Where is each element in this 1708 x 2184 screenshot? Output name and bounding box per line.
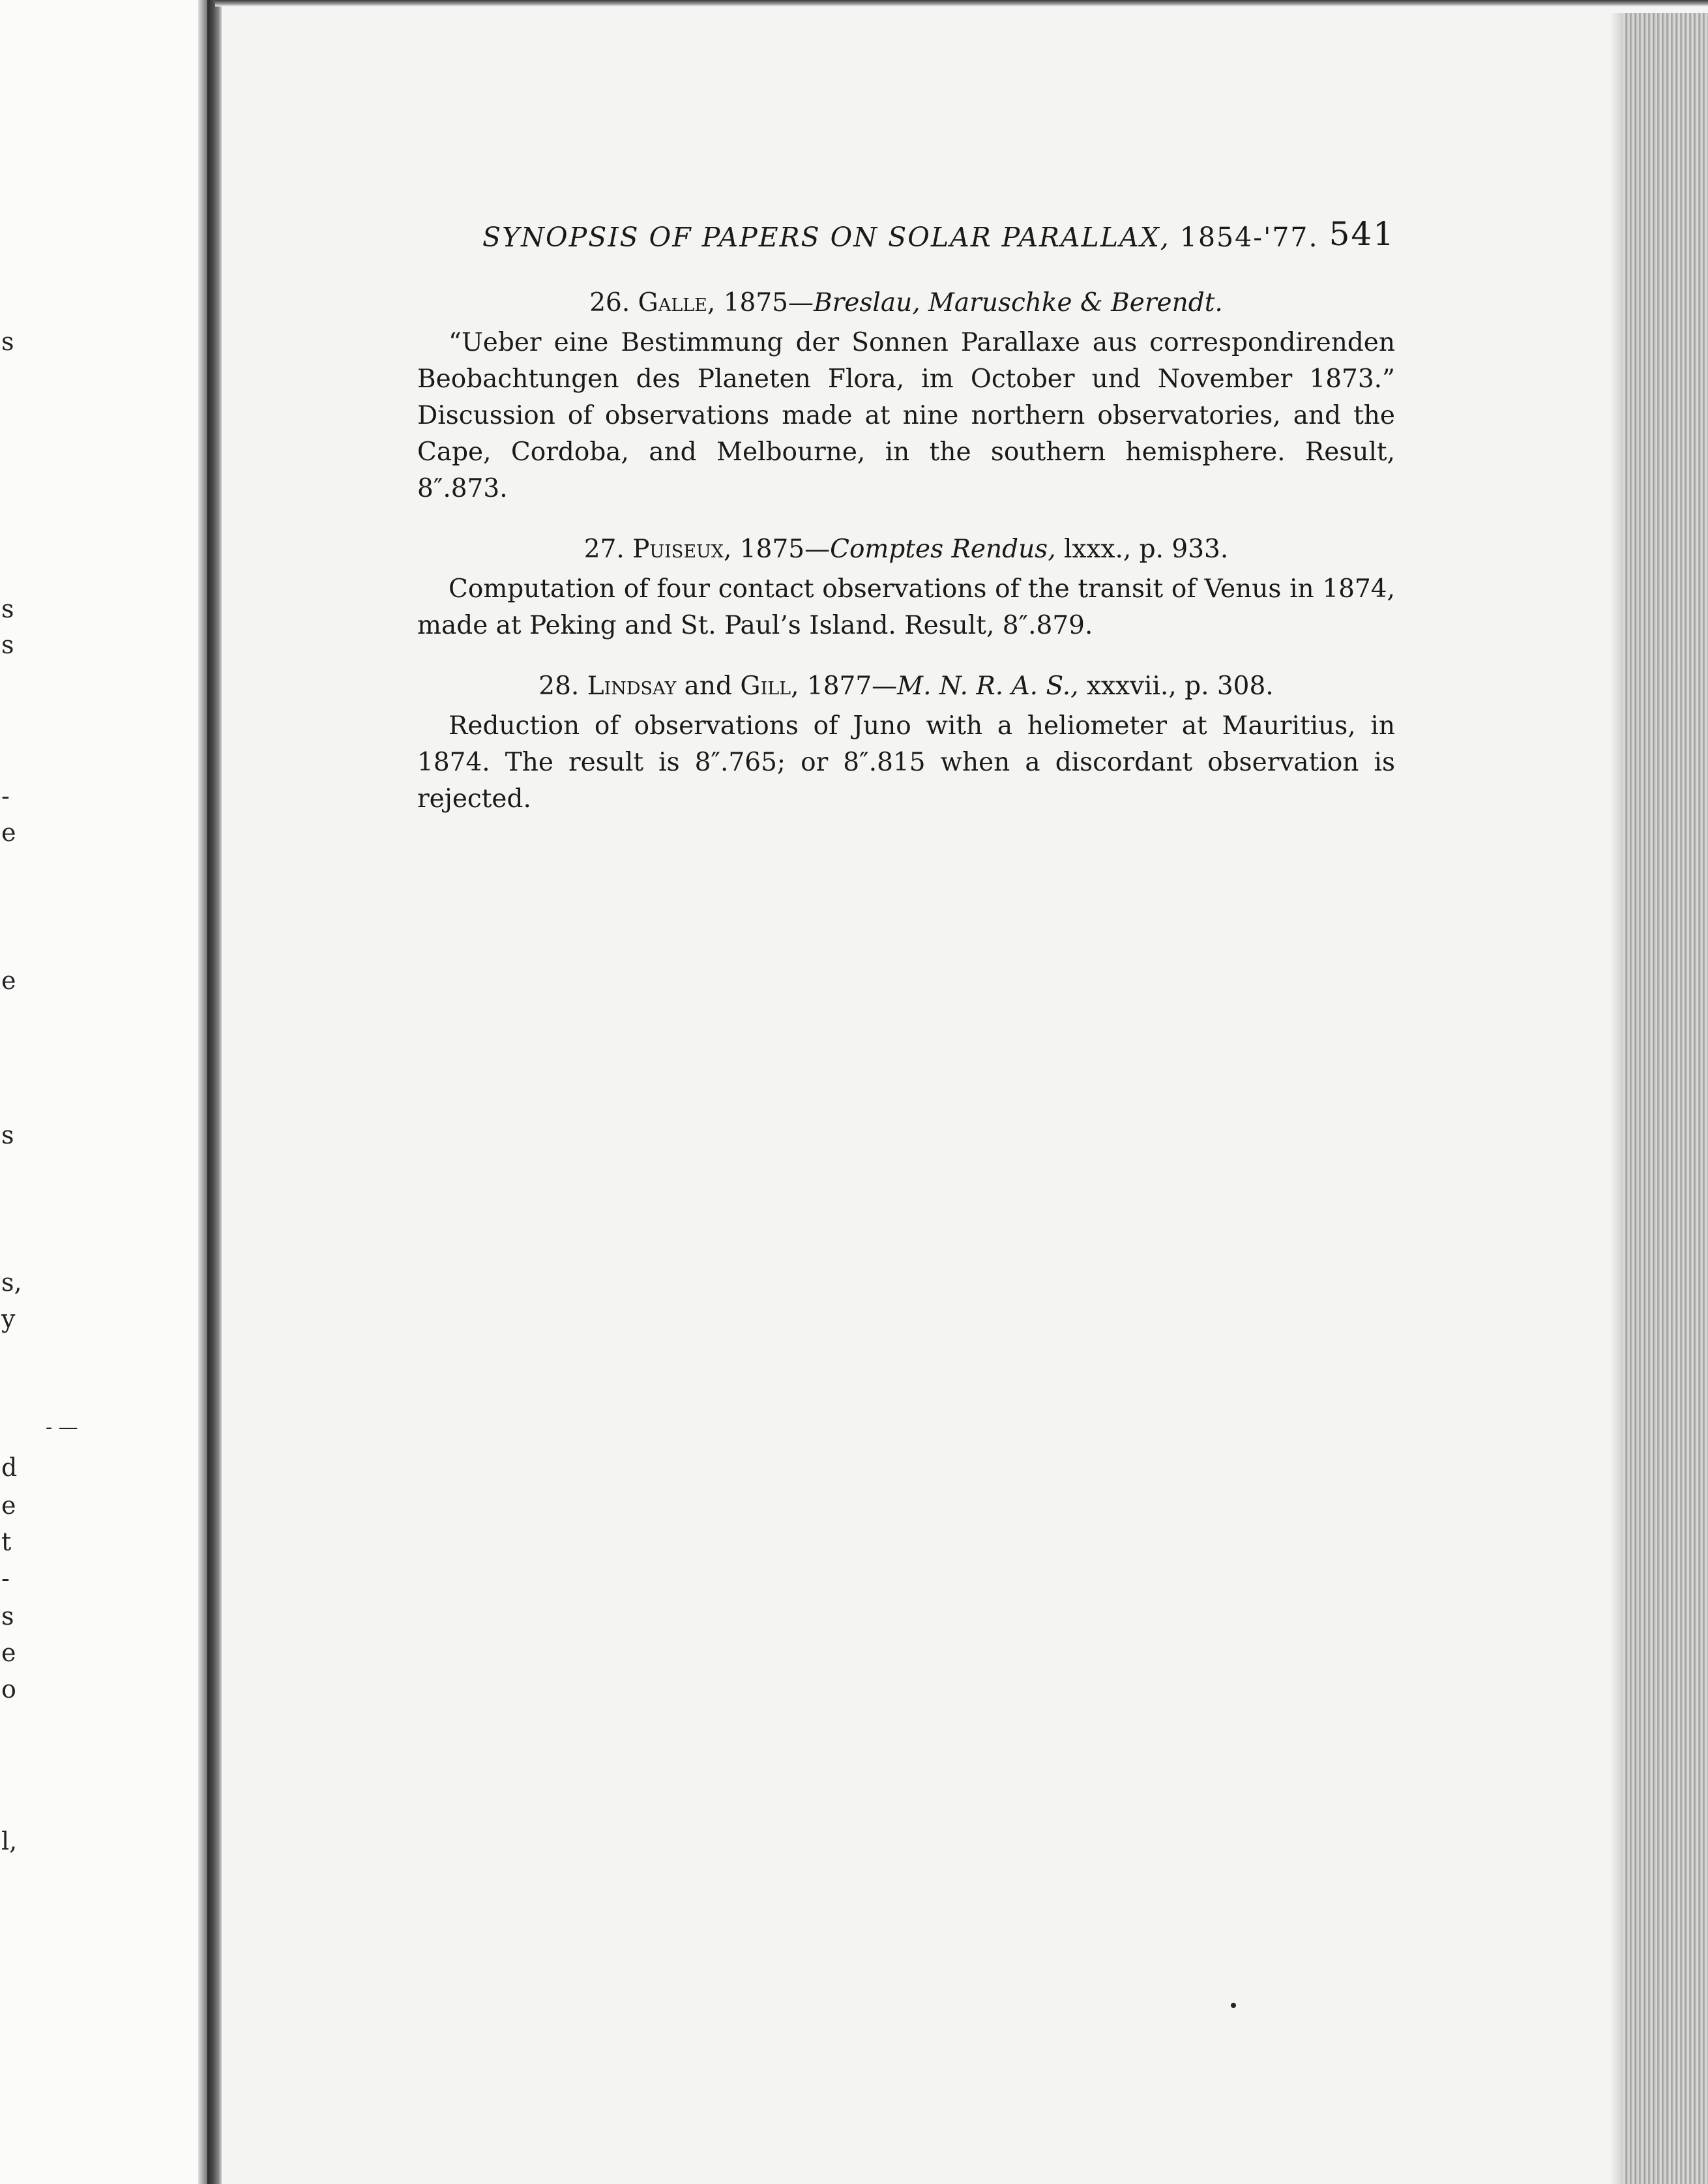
book-gutter [207, 0, 222, 2184]
entry-number: 27. [583, 535, 625, 564]
entry-author-2: Gill, [740, 671, 799, 701]
entry-author: Puiseux, [632, 535, 732, 564]
running-title-text: SYNOPSIS OF PAPERS ON SOLAR PARALLAX, [482, 222, 1170, 253]
entry-source: Breslau, Maruschke & Berendt. [813, 288, 1223, 317]
entry-text: “Ueber eine Bestimmung der Sonnen Parallaxe aus correspondirenden Beobachtungen des Planeten Flora, im October und November 1873.” Discussion of observations made at nine northern observatories, and the Cape, Cordoba, and Melbourne, in the southern hemisphere. Result, 8″.873. [417, 328, 1395, 503]
fragment: s, [1, 1268, 22, 1297]
entry-heading [417, 287, 1395, 319]
fragment: d [1, 1453, 18, 1482]
running-title-dates: 1854-'77. [1179, 222, 1319, 253]
fragment: l, [1, 1827, 18, 1855]
running-title [482, 222, 1319, 253]
fragment: e [1, 1491, 16, 1520]
entry-heading [417, 533, 1395, 566]
entry-number: 28. [538, 671, 580, 701]
entry-text: Computation of four contact observations of the transit of Venus in 1874, made at Peking and St. Paul’s Island. Result, 8″.879. [417, 574, 1395, 640]
fragment: s [1, 1121, 14, 1149]
fragment: o [1, 1675, 16, 1704]
entry-heading [417, 670, 1395, 703]
entry-source: Comptes Rendus, [830, 535, 1056, 564]
entry-text: Reduction of observations of Juno with a heliometer at Mauritius, in 1874. The result is 8″.765; or 8″.815 when a discordant observation is rejected. [417, 711, 1395, 814]
page-block-edges [1623, 13, 1708, 2184]
fragment: e [1, 1638, 16, 1667]
entry-author-connector: and [676, 671, 741, 701]
fragment: e [1, 966, 16, 995]
page-content [417, 215, 1395, 818]
entry-year: 1875— [723, 288, 814, 317]
fragment: s [1, 1602, 14, 1631]
entry-year: 1877— [806, 671, 898, 701]
fragment: e [1, 818, 16, 847]
fragment: s [1, 327, 14, 356]
ink-speck [1231, 2003, 1236, 2008]
fragment: - [1, 782, 10, 810]
fragment: - — [46, 1416, 78, 1439]
entry-26 [417, 287, 1395, 507]
fragment: - [1, 1564, 10, 1593]
entry-number: 26. [589, 288, 630, 317]
facing-page [0, 0, 207, 2184]
entry-source-detail: xxxvii., p. 308. [1078, 671, 1274, 701]
entry-28 [417, 670, 1395, 818]
entry-year: 1875— [739, 535, 831, 564]
running-head [417, 215, 1395, 261]
entry-27 [417, 533, 1395, 644]
entry-source-detail: lxxx., p. 933. [1055, 535, 1229, 564]
entry-source: M. N. R. A. S., [897, 671, 1079, 701]
fragment: s [1, 595, 14, 623]
entry-author: Galle, [638, 288, 716, 317]
top-edge-shadow [215, 0, 1708, 7]
fragment: s [1, 630, 14, 659]
entry-author: Lindsay [587, 671, 677, 701]
page-number: 541 [1329, 215, 1395, 253]
fragment: y [1, 1305, 16, 1333]
fragment: t [1, 1527, 12, 1556]
